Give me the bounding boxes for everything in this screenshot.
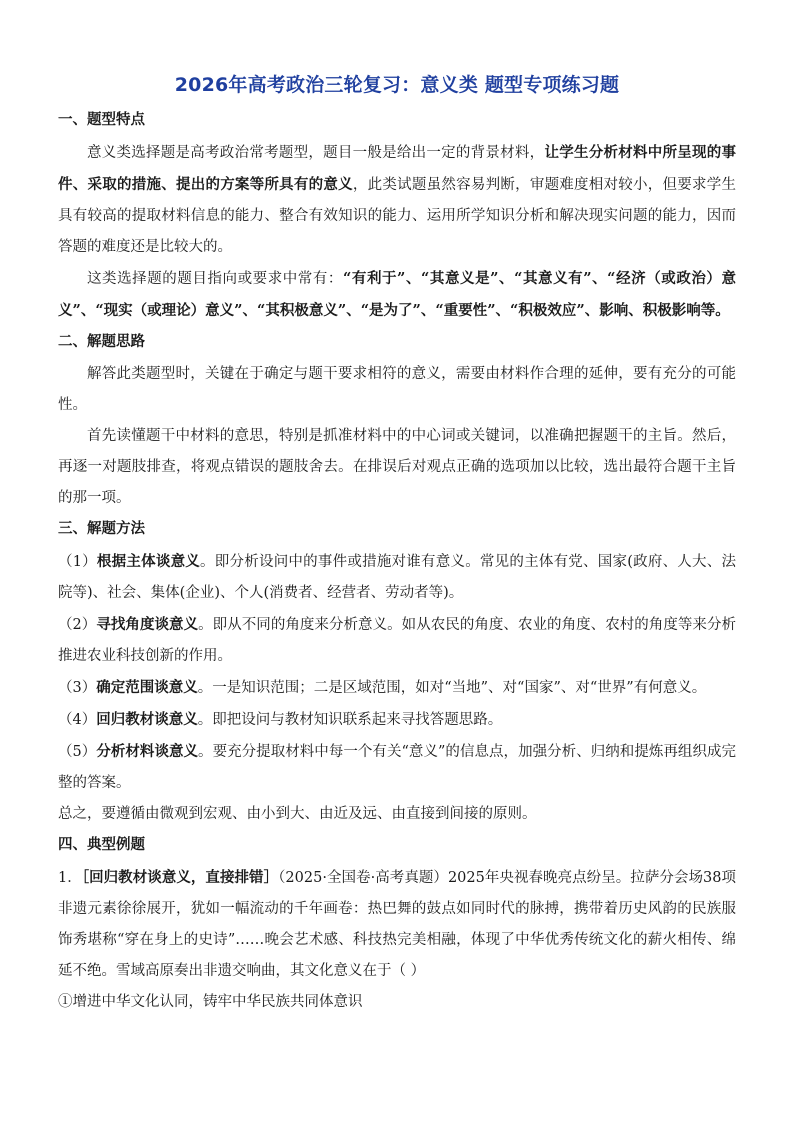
- item-number: （5）: [58, 744, 97, 760]
- bold-span: “有利于”、“其意义是”、“其意义有”、“经济（或政治）意义”、“现实（或理论）意义”、“其积极意义”、“是为了”、“重要性”、“积极效应”、影响、积极影响等。: [58, 270, 736, 319]
- question-tag: ［回归教材谈意义，直接排错］: [81, 869, 279, 886]
- text-span: 。一是知识范围；二是区域范围，如对“当地”、对“国家”、对“世界”有何意义。: [197, 680, 707, 696]
- bold-span: 寻找角度谈意义: [96, 616, 199, 633]
- item-number: （1）: [58, 554, 97, 570]
- method-item-4: [58, 704, 736, 736]
- approach-paragraph-2: 首先读懂题干中材料的意思，特别是抓准材料中的中心词或关键词，以准确把握题干的主旨。然后，再逐一对题肢排查，将观点错误的题肢舍去。在排误后对观点正确的选项加以比较，选出最符合题干主旨的那一项。: [58, 428, 736, 506]
- methods-summary: 总之，要遵循由微观到宏观、由小到大、由近及远、由直接到间接的原则。: [58, 806, 537, 822]
- method-item-2: [58, 609, 736, 672]
- text-span: ，此类试题虽然容易判断，审题难度相对较小，但要求学生具有较高的提取材料信息的能力、整合有效知识的能力、运用所学知识分析和解决现实问题的能力，因而答题的难度还是比较大的。: [58, 177, 736, 255]
- page-title: 2026年高考政治三轮复习：意义类 题型专项练习题: [174, 74, 620, 96]
- features-paragraph-2: [58, 263, 736, 327]
- section-heading-approach: 二、解题思路: [58, 333, 145, 350]
- features-paragraph-1: [58, 137, 736, 263]
- bold-span: 分析材料谈意义: [96, 743, 199, 760]
- text-span: 这类选择题的题目指向或要求中常有：: [87, 271, 343, 287]
- approach-paragraph-1: 解答此类题型时，关键在于确定与题干要求相符的意义，需要由材料作合理的延伸，要有充分的可能性。: [58, 366, 736, 413]
- method-item-5: [58, 736, 736, 799]
- example-option-1: ①增进中华文化认同，铸牢中华民族共同体意识: [58, 994, 363, 1010]
- section-heading-features: 一、题型特点: [58, 111, 145, 128]
- text-span: 。要充分提取材料中每一个有关“意义”的信息点，加强分析、归纳和提炼再组织成完整的答案。: [58, 744, 737, 791]
- text-span: 意义类选择题是高考政治常考题型，题目一般是给出一定的背景材料，: [87, 145, 545, 161]
- question-text: （2025·全国卷·高考真题）2025年央视春晚亮点纷呈。拉萨分会场38项非遗元素徐徐展开，犹如一幅流动的千年画卷：热巴舞的鼓点如同时代的脉搏，携带着历史风韵的民族服饰秀堪称“穿在身上的史诗”……晚会艺术感、科技热完美相融，体现了中华优秀传统文化的薪火相传、绵延不绝。雪域高原奏出非遗交响曲，其文化意义在于（ ）: [58, 870, 736, 979]
- example-question-1: [58, 862, 736, 987]
- section-heading-examples: 四、典型例题: [58, 836, 145, 853]
- text-span: 。即把设问与教材知识联系起来寻找答题思路。: [197, 712, 503, 728]
- bold-span: 确定范围谈意义: [96, 679, 198, 696]
- method-item-1: [58, 546, 736, 609]
- text-span: 。即从不同的角度来分析意义。如从农民的角度、农业的角度、农村的角度等来分析推进农业科技创新的作用。: [58, 617, 737, 664]
- item-number: （4）: [58, 712, 97, 728]
- item-number: （3）: [58, 680, 97, 696]
- bold-span: 让学生分析材料中所呈现的事件、采取的措施、提出的方案等所具有的意义: [58, 144, 737, 193]
- bold-span: 根据主体谈意义: [96, 553, 201, 570]
- bold-span: 回归教材谈意义: [96, 711, 198, 728]
- method-item-3: [58, 672, 736, 704]
- item-number: （2）: [58, 617, 97, 633]
- text-span: 。即分析设问中的事件或措施对谁有意义。常见的主体有党、国家(政府、人大、法院等)、社会、集体(企业)、个人(消费者、经营者、劳动者等)。: [58, 554, 737, 601]
- section-heading-methods: 三、解题方法: [58, 520, 145, 537]
- question-number: 1．: [58, 870, 82, 886]
